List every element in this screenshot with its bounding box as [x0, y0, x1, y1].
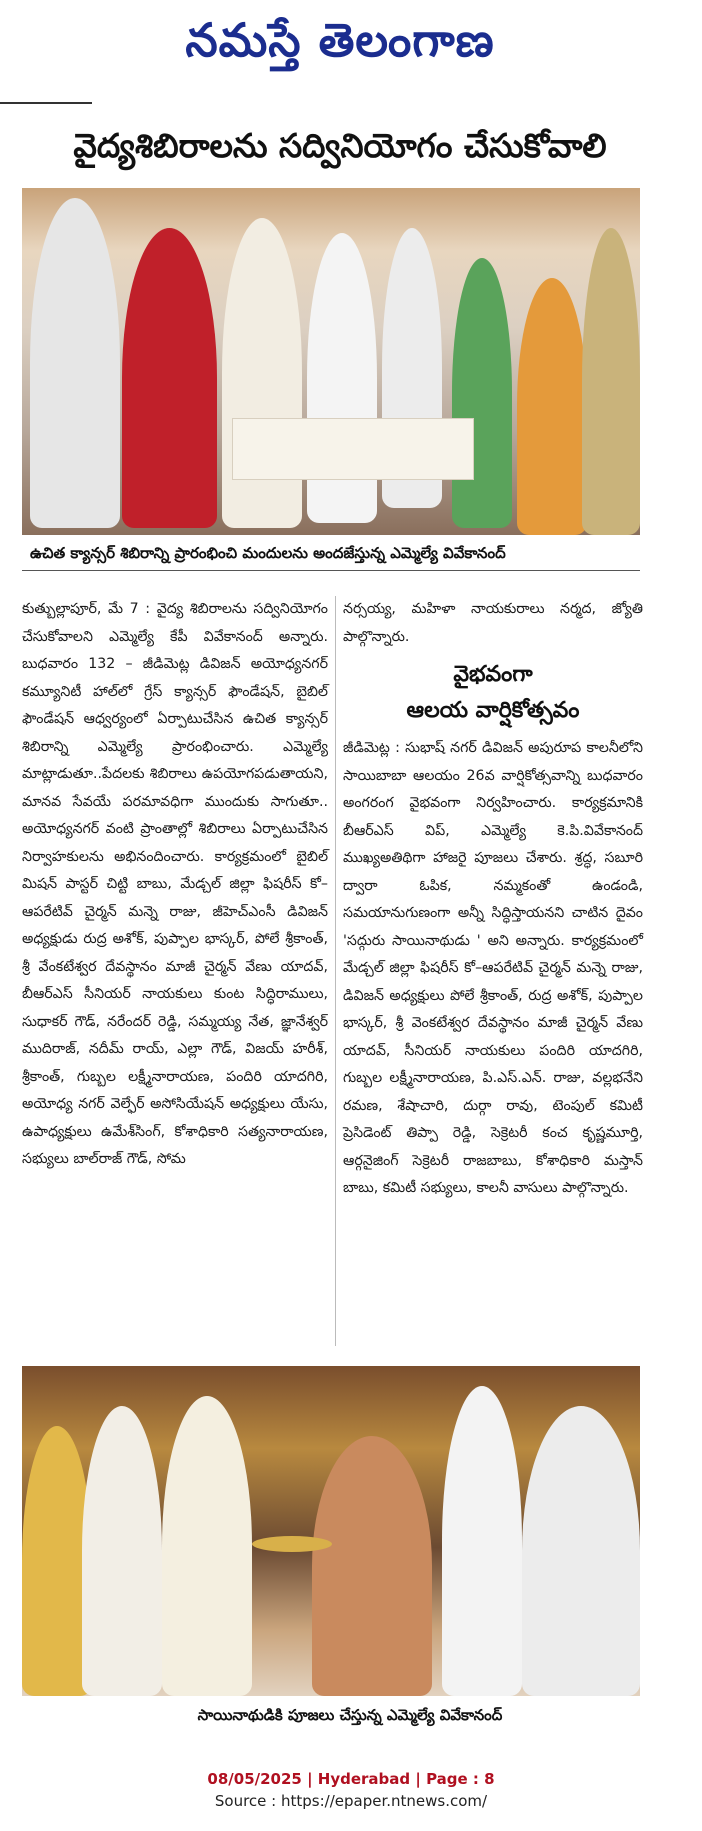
page-footer: [0, 1768, 702, 1812]
article-body-continued: నర్సయ్య, మహిళా నాయకురాలు నర్మద, జ్యోతి పాల్గొన్నారు.: [343, 601, 643, 645]
photo-person-figure: [442, 1386, 522, 1696]
photo-person-figure: [30, 198, 120, 528]
temple-pooja-photo: [22, 1366, 640, 1696]
subhead-line: ఆలయ వార్షికోత్సవం: [406, 698, 580, 723]
subhead-line: వైభవంగా: [453, 662, 533, 687]
footer-date-page: 08/05/2025 | Hyderabad | Page : 8: [207, 1770, 495, 1788]
photo-aarti-plate: [252, 1536, 332, 1552]
masthead-divider: [0, 102, 92, 104]
photo-caption: ఉచిత క్యాన్సర్ శిబిరాన్ని ప్రారంభించి మందులను అందజేస్తున్న ఎమ్మెల్యే వివేకానంద్: [30, 544, 506, 562]
footer-source: Source : https://epaper.ntnews.com/: [214, 1792, 488, 1810]
photo-person-figure: [522, 1406, 640, 1696]
photo-person-figure: [452, 258, 512, 528]
article-column-left: [22, 596, 328, 1346]
article-column-right: [343, 596, 643, 1346]
photo-person-figure: [222, 218, 302, 528]
caption-divider: [22, 570, 640, 571]
photo-person-figure: [517, 278, 587, 535]
second-article-body: జీడిమెట్ల : సుభాష్ నగర్ డివిజన్ అపురూప కాలనీలోని సాయిబాబా ఆలయం 26వ వార్షికోత్సవాన్ని బుధవారం అంగరంగ వైభవంగా నిర్వహించారు. కార్యక్రమానికి బీఆర్‌ఎస్ విప్, ఎమ్మెల్యే కె.పి.వివేకానంద్ ముఖ్యఅతిథిగా హాజరై పూజలు చేశారు. శ్రద్ధ, సబూరి ద్వారా ఓపిక, నమ్మకంతో ఉండండి, సమయానుగుణంగా అన్నీ సిద్ధిస్తాయనని చాటిన దైవం 'సద్గురు సాయినాథుడు ' అని అన్నారు. కార్యక్రమంలో మేడ్చల్ జిల్లా ఫిషరీస్ కో–ఆపరేటివ్ చైర్మన్ మన్నె రాజు, డివిజన్ అధ్యక్షులు పోలే శ్రీకాంత్, రుద్ర అశోక్, పుప్పాల భాస్కర్, శ్రీ వెంకటేశ్వర దేవస్థానం మాజీ చైర్మన్ వేణు యాదవ్, సీనియర్ నాయకులు పందిరి యాదగిరి, గుబ్బల లక్ష్మీనారాయణ, పి.ఎస్.ఎన్. రాజు, వల్లభనేని రమణ, శేషాచారి, దుర్గా రావు, టెంపుల్ కమిటీ ప్రెసిడెంట్ తిప్పా రెడ్డి, సెక్రెటరీ కంచ కృష్ణమూర్తి, ఆర్గనైజింగ్ సెక్రెటరీ రాజబాబు, కోశాధికారి మస్తాన్ బాబు, కమిటీ సభ్యులు, కాలనీ వాసులు పాల్గొన్నారు.: [343, 740, 643, 1196]
article-body: కుత్బుల్లాపూర్, మే 7 : వైద్య శిబిరాలను సద్వినియోగం చేసుకోవాలని ఎమ్మెల్యే కేపీ వివేకానంద్ అన్నారు. బుధవారం 132 – జీడిమెట్ల డివిజన్ అయోధ్యనగర్ కమ్యూనిటీ హాల్‌లో గ్రేస్ క్యాన్సర్ ఫౌండేషన్, బైబిల్ ఫౌండేషన్ ఆధ్వర్యంలో ఏర్పాటుచేసిన ఉచిత క్యాన్సర్ శిబిరాన్ని ఎమ్మెల్యే ప్రారంభించారు. ఎమ్మెల్యే మాట్లాడుతూ..పేదలకు శిబిరాలు ఉపయోగపడుతాయని, మానవ సేవయే పరమావధిగా ముందుకు సాగుతూ.. అయోధ్యనగర్ వంటి ప్రాంతాల్లో శిబిరాలు ఏర్పాటుచేసిన నిర్వాహకులను అభినందించారు. కార్యక్రమంలో బైబిల్ మిషన్ పాస్టర్ చిట్టి బాబు, మేడ్చల్ జిల్లా ఫిషరీస్ కో–ఆపరేటివ్ చైర్మన్ మన్నె రాజు, జీహెచ్‌ఎంసీ డివిజన్ అధ్యక్షుడు రుద్ర అశోక్, పుప్పాల భాస్కర్, పోలే శ్రీకాంత్, శ్రీ వేంకటేశ్వర దేవస్థానం మాజీ చైర్మన్ వేణు యాదవ్, బీఆర్‌ఎస్ సీనియర్ నాయకులు కుంట సిద్ధిరాములు, సుధాకర్ గౌడ్, నరేందర్ రెడ్డి, సమ్మయ్య నేత, జ్ఞానేశ్వర్ ముదిరాజ్, నదీమ్ రాయ్, ఎల్లా గౌడ్, విజయ్ హరీశ్, శ్రీకాంత్, గుబ్బల లక్ష్మీనారాయణ, పందిరి యాదగిరి, అయోధ్య నగర్ వెల్ఫేర్ అసోసియేషన్ అధ్యక్షులు యేసు, ఉపాధ్యక్షులు ఉమేశ్‌సింగ్, కోశాధికారి సత్యనారాయణ, సభ్యులు బాల్‌రాజ్ గౌడ్, సోమ: [22, 601, 328, 1167]
photo-person-figure: [312, 1436, 432, 1696]
photo-person-figure: [582, 228, 640, 535]
photo-caption: సాయినాథుడికి పూజలు చేస్తున్న ఎమ్మెల్యే వివేకానంద్: [197, 1706, 503, 1724]
newspaper-masthead: నమస్తే తెలంగాణ: [185, 13, 495, 67]
medical-camp-photo: [22, 188, 640, 535]
column-divider: [335, 596, 336, 1346]
article-headline: వైద్యశిబిరాలను సద్వినియోగం చేసుకోవాలి: [73, 126, 607, 165]
second-article-headline: [343, 657, 643, 729]
photo-person-figure: [82, 1406, 162, 1696]
photo-medicine-table: [232, 418, 474, 480]
photo-person-figure: [122, 228, 217, 528]
photo-person-figure: [162, 1396, 252, 1696]
